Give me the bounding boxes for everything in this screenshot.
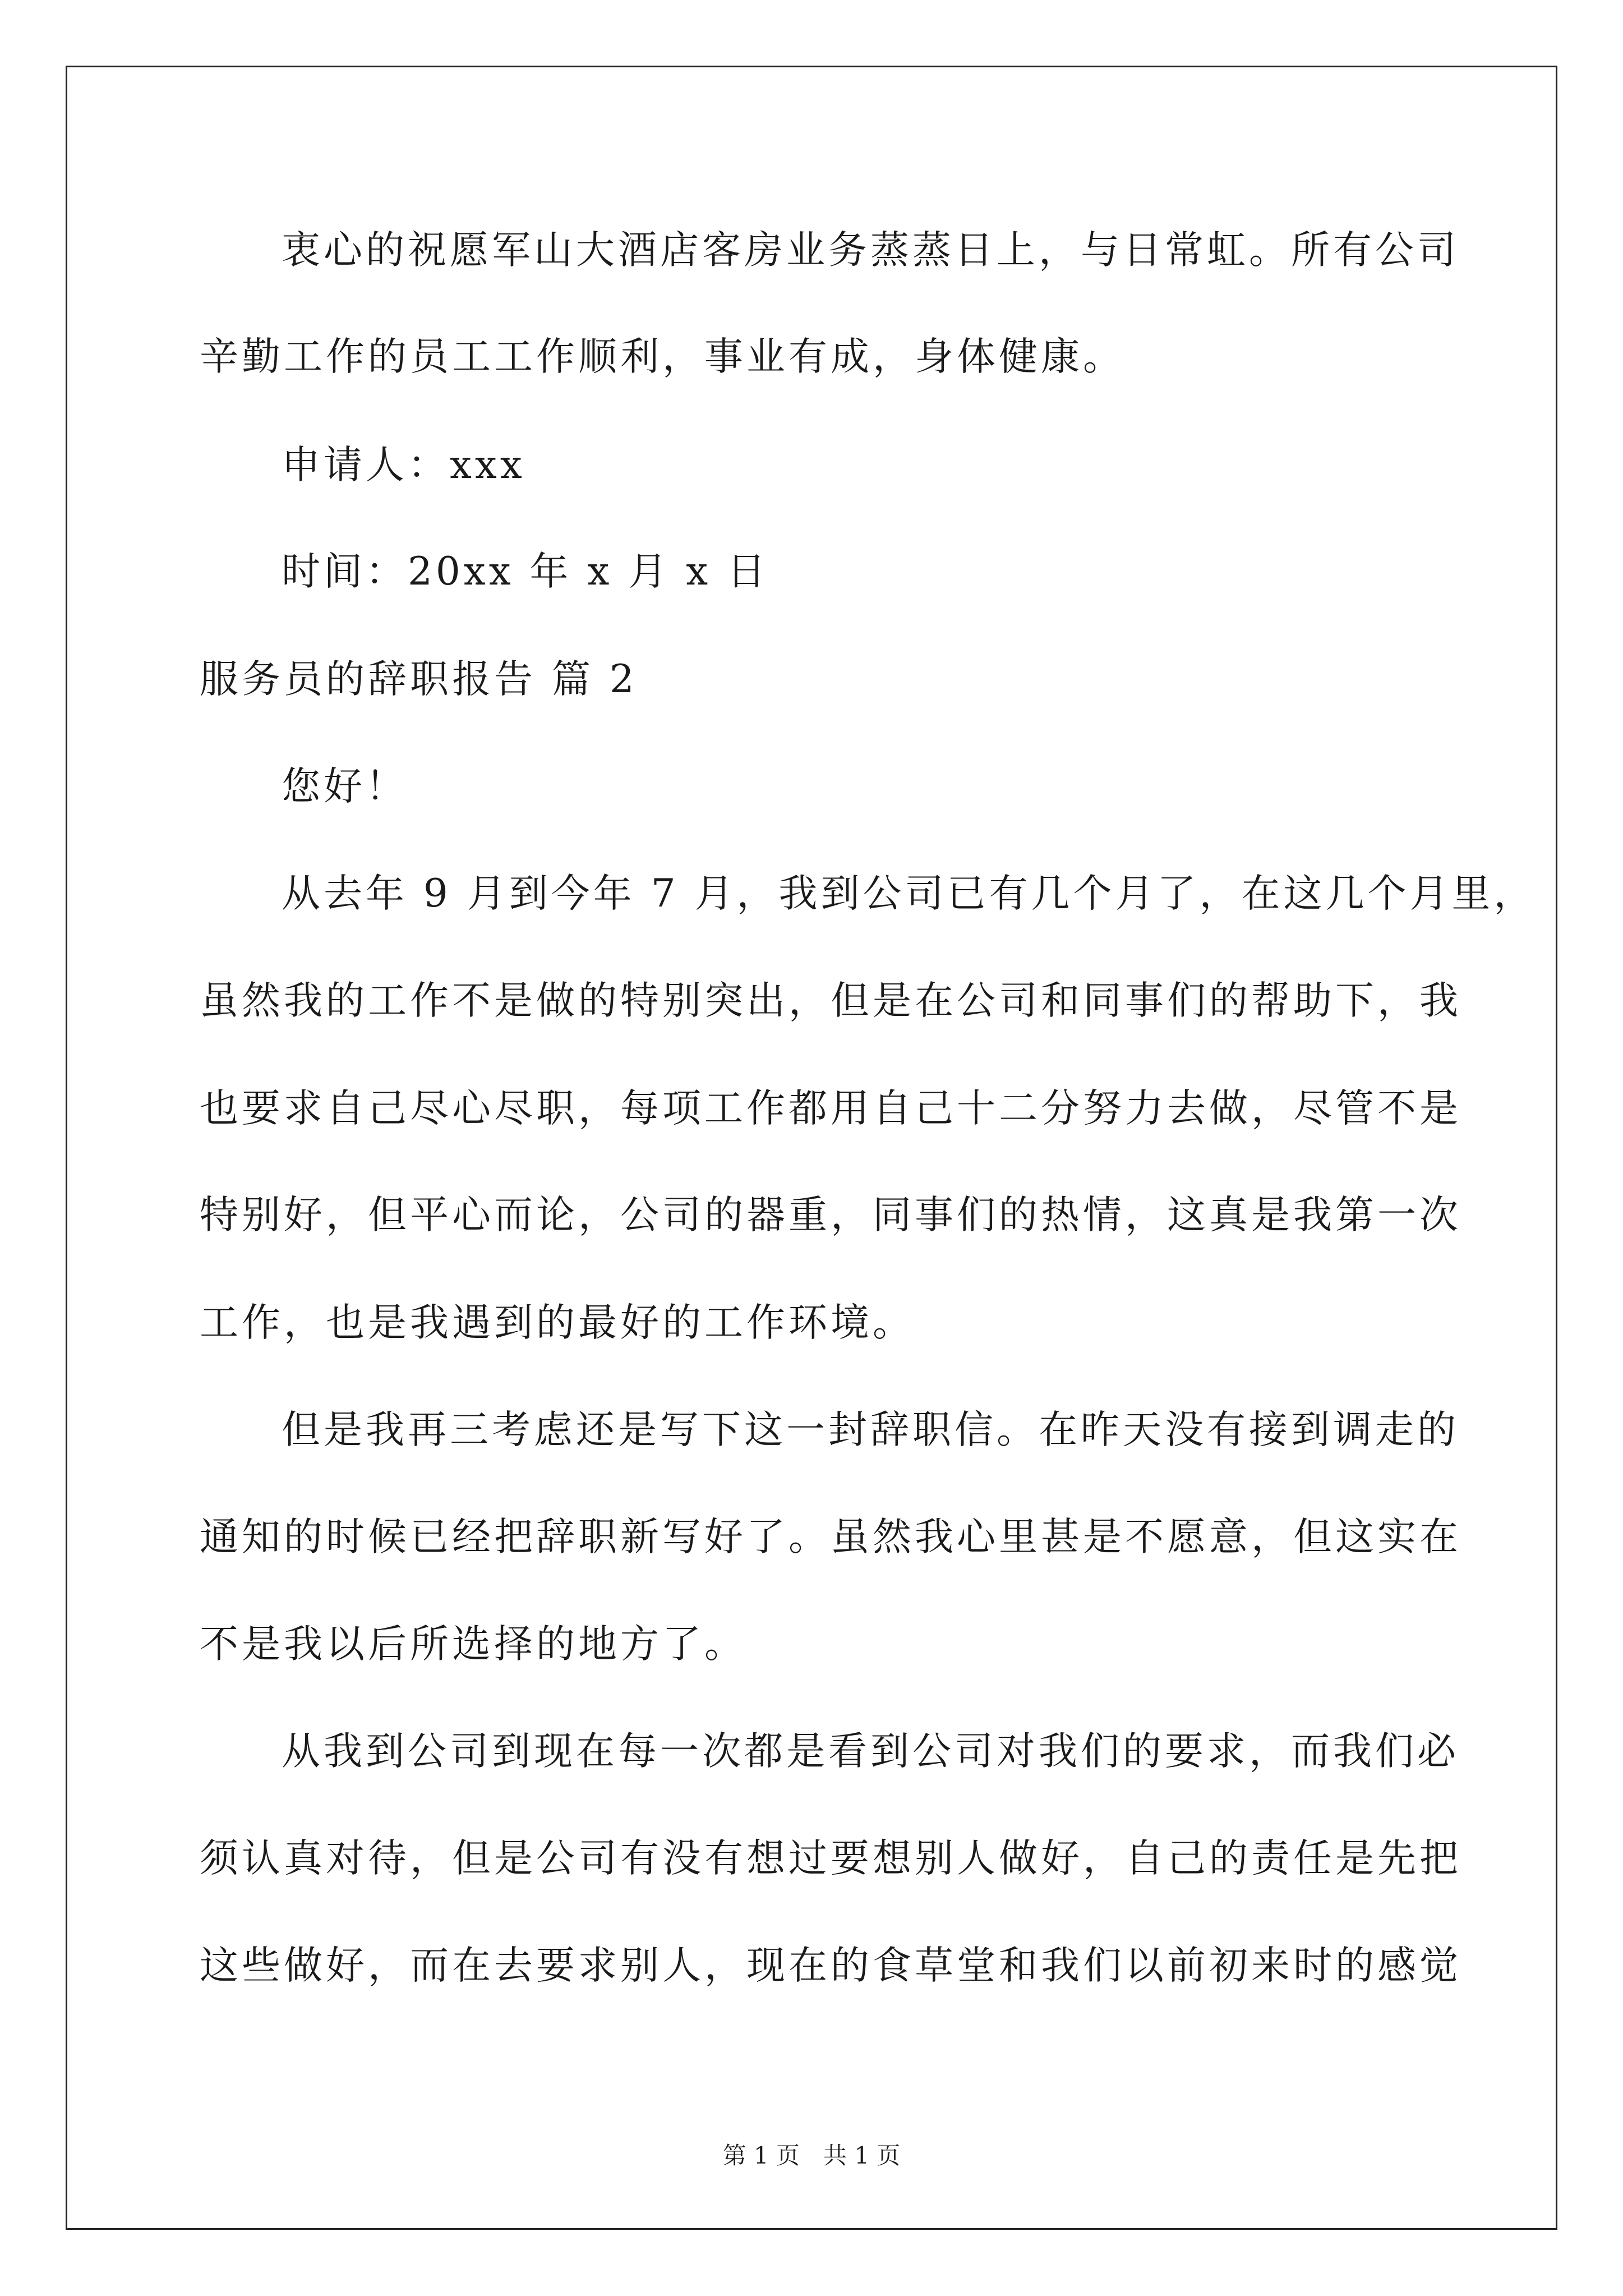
section-heading: 服务员的辞职报告 篇 2 <box>200 657 638 702</box>
paragraph-line: 但是我再三考虑还是写下这一封辞职信。在昨天没有接到调走的 <box>282 1407 1459 1452</box>
paragraph-line: 工作，也是我遇到的最好的工作环境。 <box>200 1300 915 1345</box>
date-line: 时间：20xx 年 x 月 x 日 <box>282 549 769 594</box>
page-border <box>66 66 1557 2230</box>
paragraph-line: 也要求自己尽心尽职，每项工作都用自己十二分努力去做，尽管不是 <box>200 1086 1461 1131</box>
applicant-line: 申请人：xxx <box>282 443 525 487</box>
paragraph-line: 辛勤工作的员工工作顺利，事业有成，身体健康。 <box>200 334 1125 379</box>
paragraph-line: 这些做好，而在去要求别人，现在的食草堂和我们以前初来时的感觉 <box>200 1943 1461 1988</box>
paragraph-line: 从我到公司到现在每一次都是看到公司对我们的要求，而我们必 <box>282 1729 1459 1774</box>
paragraph-line: 须认真对待，但是公司有没有想过要想别人做好，自己的责任是先把 <box>200 1836 1461 1881</box>
page-footer: 第 1 页 共 1 页 <box>722 2142 901 2169</box>
greeting-line: 您好！ <box>282 764 408 809</box>
paragraph-line: 通知的时候已经把辞职新写好了。虽然我心里甚是不愿意，但这实在 <box>200 1515 1461 1559</box>
paragraph-line: 虽然我的工作不是做的特别突出，但是在公司和同事们的帮助下，我 <box>200 978 1461 1023</box>
paragraph-line: 衷心的祝愿军山大酒店客房业务蒸蒸日上，与日常虹。所有公司 <box>282 228 1459 273</box>
paragraph-line: 不是我以后所选择的地方了。 <box>200 1622 746 1667</box>
paragraph-line: 从去年 9 月到今年 7 月，我到公司已有几个月了，在这几个月里， <box>282 871 1536 916</box>
paragraph-line: 特别好，但平心而论，公司的器重，同事们的热情，这真是我第一次 <box>200 1193 1461 1237</box>
